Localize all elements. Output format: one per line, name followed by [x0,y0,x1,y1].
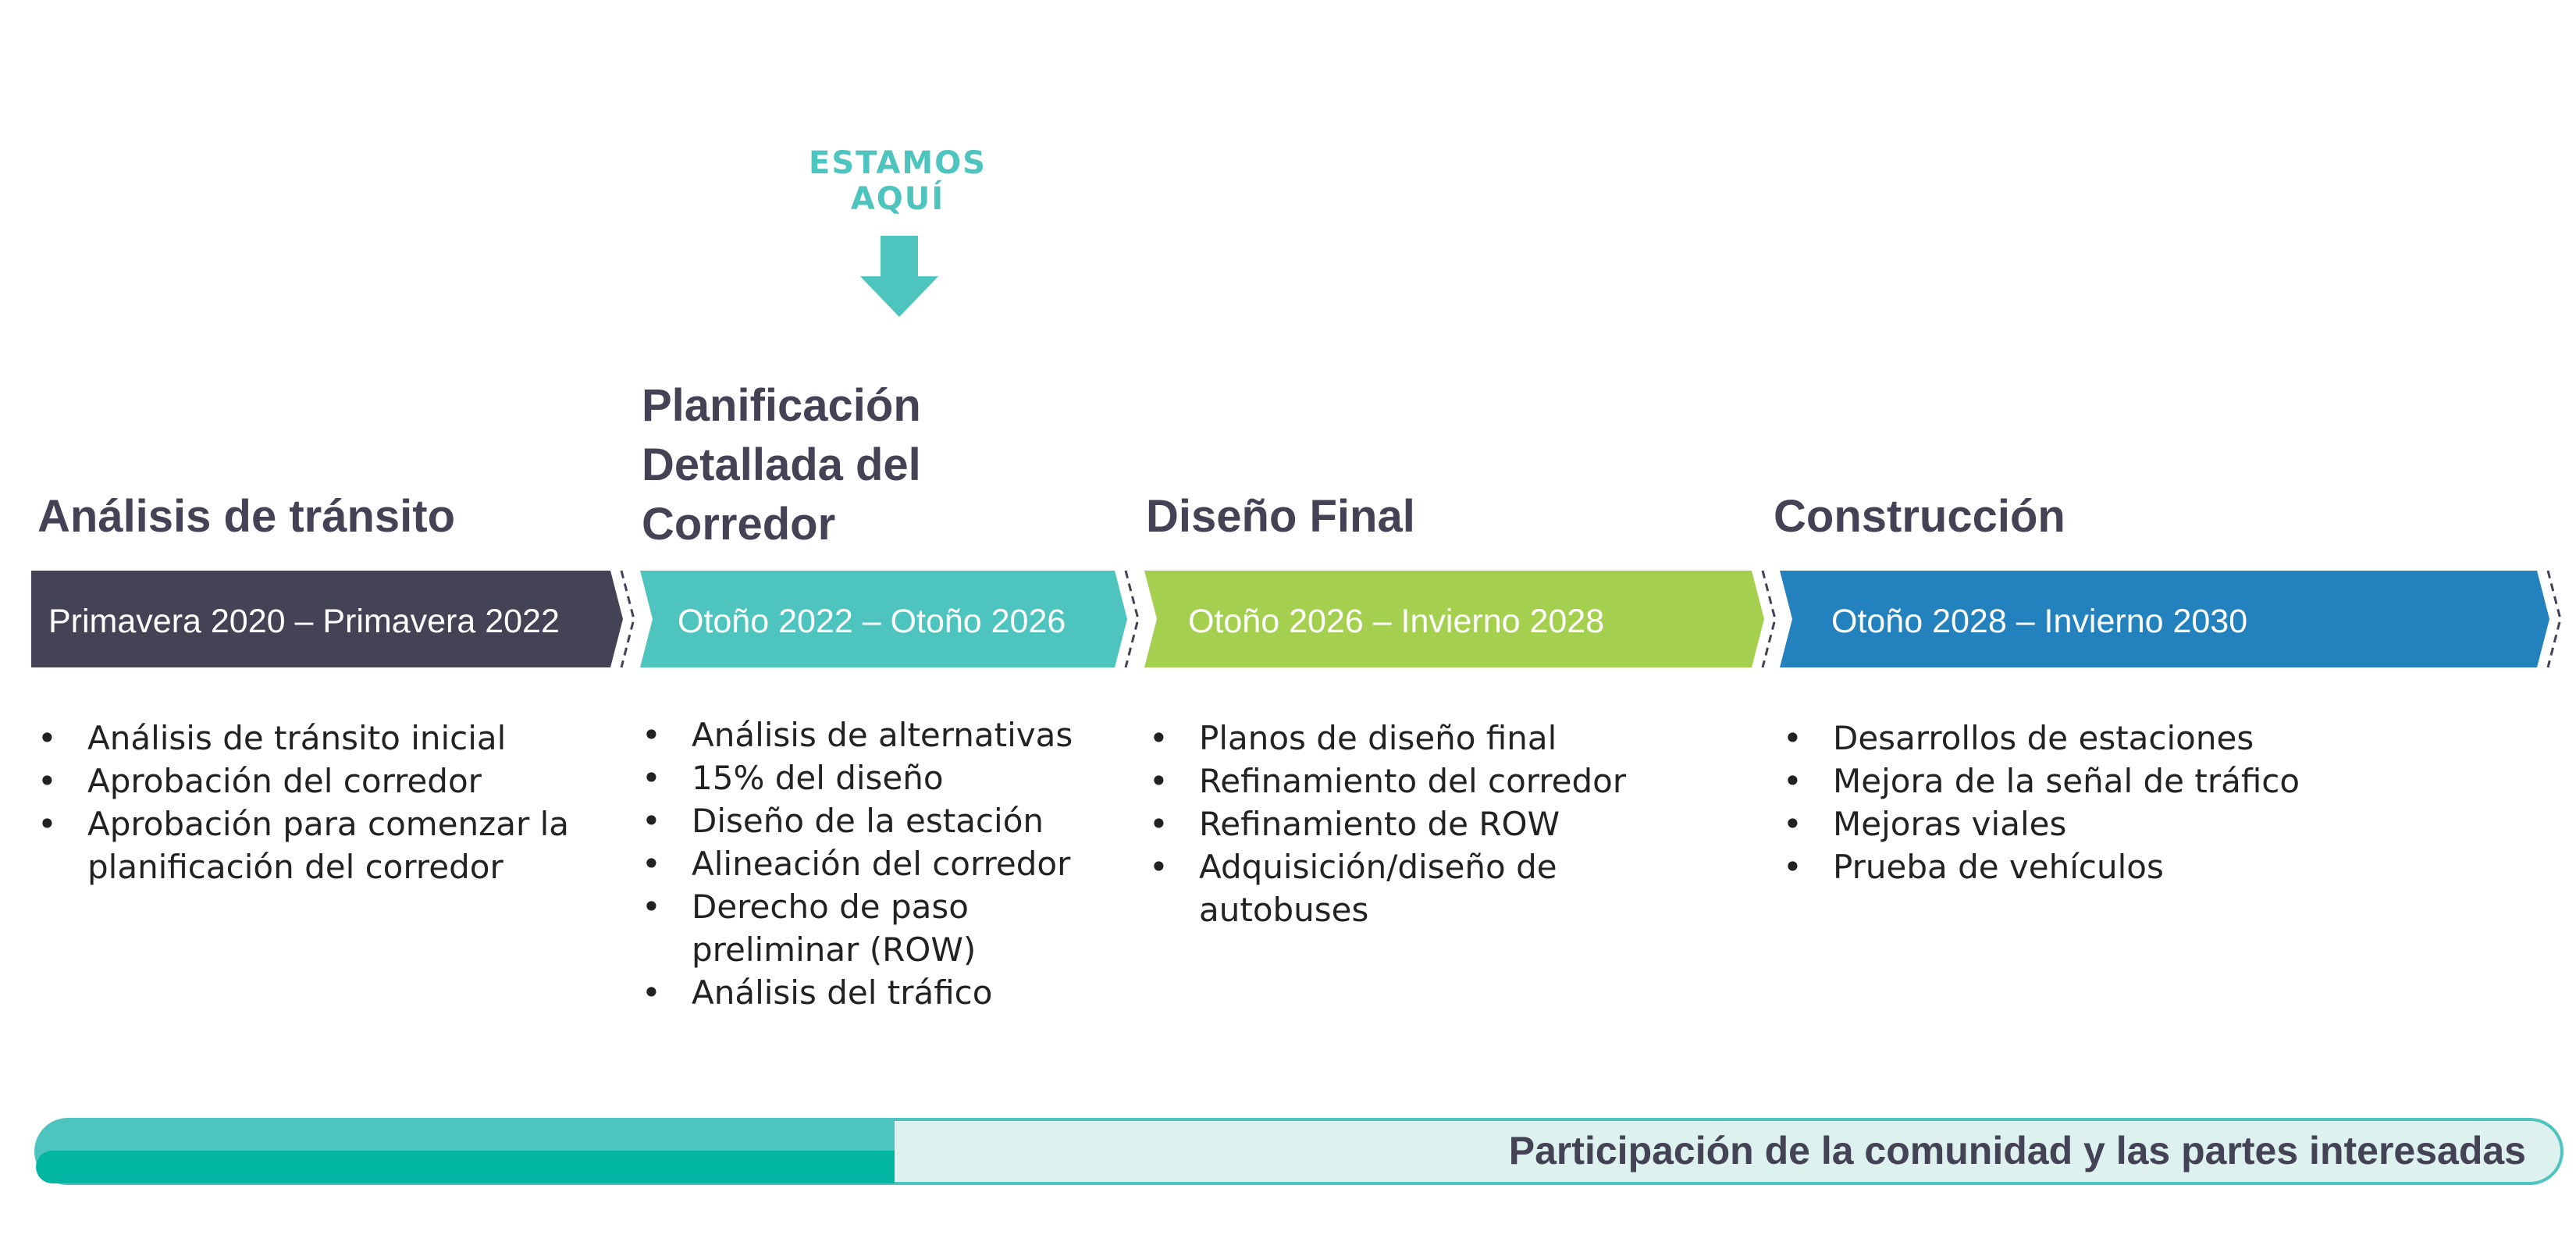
list-item: • 15% del diseño [642,756,1126,799]
phase-title-detailed-planning: Planificación Detallada del Corredor [642,380,921,550]
down-arrow-shape [860,236,938,317]
engagement-label: Participación de la comunidad y las partes interesadas [1508,1129,2526,1172]
list-item: • Análisis de tránsito inicial [37,717,631,760]
list-item: • Planos de diseño final [1149,717,1695,760]
phase-separator-2 [1126,571,1138,667]
phase-title-transit-analysis: Análisis de tránsito [37,491,456,542]
list-item: • Alineación del corredor [642,842,1126,885]
list-item: • Análisis de alternativas [642,713,1126,756]
list-item: • Diseño de la estación [642,799,1126,842]
phase-items-transit-analysis [37,717,631,888]
list-item: • Derecho de paso preliminar (ROW) [642,885,1126,971]
current-stage-label: ESTAMOS AQUÍ [809,145,987,217]
list-item: • Refinamiento del corredor [1149,760,1695,802]
phase-separator-1 [621,571,634,667]
list-item: • Refinamiento de ROW [1149,802,1695,845]
list-item: • Análisis del tráfico [642,971,1126,1014]
list-item: • Prueba de vehículos [1783,845,2485,888]
down-arrow-icon [859,236,940,318]
phase-separator-4 [2548,571,2560,667]
phase-dates-transit-analysis: Primavera 2020 – Primavera 2022 [48,603,560,640]
list-item: • Desarrollos de estaciones [1783,717,2485,760]
phase-dates-final-design: Otoño 2026 – Invierno 2028 [1188,603,1605,640]
phase-items-construction [1783,717,2485,888]
phase-dates-detailed-planning: Otoño 2022 – Otoño 2026 [678,603,1066,640]
list-item: • Aprobación para comenzar la planificación del corredor [37,802,631,888]
phase-title-final-design: Diseño Final [1146,491,1415,542]
phase-items-final-design [1149,717,1695,931]
list-item: • Aprobación del corredor [37,760,631,802]
phase-separator-3 [1763,571,1775,667]
list-item: • Adquisición/diseño de autobuses [1149,845,1695,931]
phase-dates-construction: Otoño 2028 – Invierno 2030 [1831,603,2248,640]
list-item: • Mejora de la señal de tráfico [1783,760,2485,802]
phase-items-detailed-planning [642,713,1126,1014]
phase-title-construction: Construcción [1774,491,2065,542]
list-item: • Mejoras viales [1783,802,2485,845]
